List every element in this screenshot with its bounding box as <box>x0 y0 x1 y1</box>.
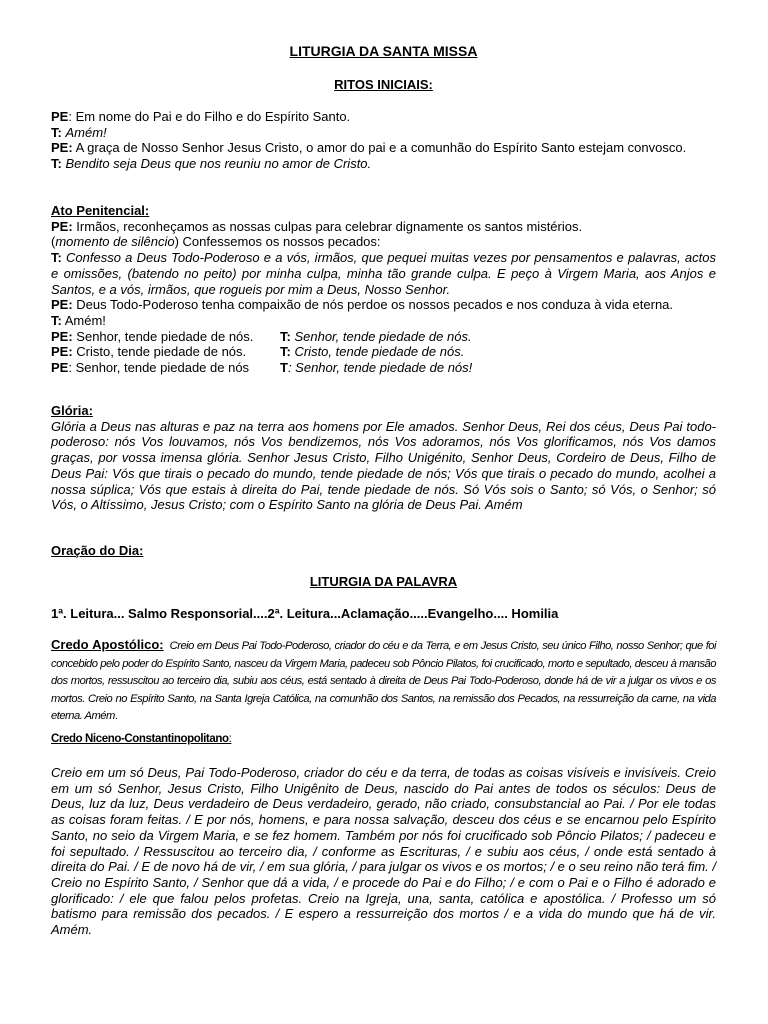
section-heading-ritos-iniciais: RITOS INICIAIS: <box>334 77 433 92</box>
speaker-label: T: <box>51 312 62 328</box>
dialogue-text: ) Confessemos os nossos pecados: <box>174 234 381 250</box>
readings-sequence: 1ª. Leitura... Salmo Responsorial....2ª. Leitura...Aclamação.....Evangelho.... Homilia <box>51 606 559 621</box>
response-text: Amém! <box>64 312 106 328</box>
section-heading-credo-niceno: Credo Niceno-Constantinopolitano <box>51 733 229 745</box>
speaker-label: PE: <box>51 218 73 234</box>
colon: : <box>228 733 232 745</box>
credo-niceno-heading-line <box>51 732 716 748</box>
kyrie-line <box>51 360 716 376</box>
ato-penitencial-section <box>51 203 716 376</box>
gloria-text: Glória a Deus nas alturas e paz na terra aos homens por Ele amados. Senhor Deus, Rei dos céus, Deus Pai todo-poderoso: nós Vos louvamos, nós Vos bendizemos, nós Vos adoramos, nós Vos glorificamos, nós Vos damos graças, por vossa imensa glória. Senhor Jesus Cristo, Filho Unigénito, Senhor Deus, Cordeiro de Deus, Filho de Deus Pai: Vós que tirais o pecado do mundo, tende piedade de nós; Vós que tirais o pecado do mundo, acolhei a nossa súplica; Vós que estais à direita do Pai, tende piedade de nós. Só Vós sois o Santo; só Vós, o Senhor; só Vós, o Altíssimo, Jesus Cristo; com o Espírito Santo na glória de Deus Pai. Amém <box>51 418 716 513</box>
oracao-section <box>51 543 716 559</box>
speaker-label: PE <box>51 109 69 124</box>
response-text: Senhor, tende piedade de nós. <box>294 328 472 344</box>
credo-niceno-text: Creio em um só Deus, Pai Todo-Poderoso, criador do céu e da terra, de todas as coisas visíveis e invisíveis. Creio em um só Senhor, Jesus Cristo, Filho Unigênito de Deus, nascido do Pai antes de todos os séculos: Deus de Deus, luz da luz, Deus verdadeiro de Deus verdadeiro, gerado, não criado, consubstancial ao Pai. / Por ele todas as coisas foram feitas. / E por nós, homens, e para nossa salvação, desceu dos céus e se encarnou pelo Espírito Santo, no seio da Virgem Maria, e se fez homem. Também por nós foi crucificado sob Pôncio Pilatos; / padeceu e foi sepultado. / Ressuscitou ao terceiro dia, / conforme as Escrituras, / e subiu aos céus, / onde está sentado à direita do Pai. / E de novo há de vir, / em sua glória, / para julgar os vivos e os mortos; / e o seu reino não terá fim. / Creio no Espírito Santo, / Senhor que dá a vida, / e procede do Pai e do Filho; / e com o Pai e o Filho é adorado e glorificado: / ele que falou pelos profetas. Creio na Igreja, una, santa, católica e apostólica. / Professo um só batismo para remissão dos pecados. / E espero a ressurreição dos mortos / e a vida do mundo que há de vir. Amém. <box>51 765 716 938</box>
rubric-text: momento de silêncio <box>55 234 175 250</box>
dialogue-text: Deus Todo-Poderoso tenha compaixão de nós perdoe os nossos pecados e nos conduza à vida eterna. <box>76 297 674 313</box>
period: . <box>114 710 118 723</box>
speaker-label: PE: <box>51 297 73 313</box>
kyrie-line <box>51 329 716 345</box>
credo-apostolico-section <box>51 637 716 725</box>
paren: ( <box>51 234 56 250</box>
response-text: : Senhor, tende piedade de nós! <box>287 360 473 376</box>
credo-niceno-section <box>51 765 716 938</box>
credo-apostolico-text: Creio em Deus Pai Todo-Poderoso, criador do céu e da Terra, e em Jesus Cristo, seu único Filho, nosso Senhor; que foi concebido pelo poder do Espírito Santo, nasceu da Virgem Maria, padeceu sob Pôncio Pilatos, foi crucificado, morto e sepultado, desceu à mansão dos mortos, ressuscitou ao terceiro dia, subiu aos céus, está sentado à direita de Deus Pai Todo-Poderoso, donde há de vir a julgar os vivos e os mortos. Creio no Espírito Santo, na Santa Igreja Católica, na comunhão dos Santos, na remissão dos Pecados, na ressurreição da carne, na vida eterna. Amém <box>51 640 717 723</box>
speaker-label: T: <box>51 250 62 266</box>
speaker-label: PE: <box>51 328 73 344</box>
gloria-section <box>51 403 716 513</box>
kyrie-line <box>51 344 716 360</box>
section-heading-credo-apostolico: Credo Apostólico: <box>51 637 164 652</box>
section-heading-liturgia-palavra: LITURGIA DA PALAVRA <box>309 574 458 589</box>
liturgia-palavra-section <box>51 574 716 590</box>
page-title: LITURGIA DA SANTA MISSA <box>289 43 478 59</box>
dialogue-text: A graça de Nosso Senhor Jesus Cristo, o amor do pai e a comunhão do Espírito Santo estejam convosco. <box>75 140 687 156</box>
confiteor-text: Confesso a Deus Todo-Poderoso e a vós, irmãos, que pequei muitas vezes por pensamentos e palavras, actos e omissões, (batendo no peito) por minha culpa, minha tão grande culpa. E peço à Virgem Maria, aos Anjos e Santos, e a vós, irmãos, que rogueis por mim a Deus, Nosso Senhor. <box>51 250 716 297</box>
section-heading-oracao: Oração do Dia: <box>51 543 144 558</box>
dialogue-text: Cristo, tende piedade de nós. <box>76 344 247 360</box>
dialogue-text: Irmãos, reconheçamos as nossas culpas para celebrar dignamente os santos mistérios. <box>76 218 583 234</box>
dialogue-text: : Senhor, tende piedade de nós <box>68 360 250 376</box>
response-text: Cristo, tende piedade de nós. <box>294 344 465 360</box>
speaker-label: T: <box>51 156 62 172</box>
response-text: Amém! <box>65 124 107 140</box>
dialogue-text: Senhor, tende piedade de nós. <box>76 328 254 344</box>
section-heading-ato-penitencial: Ato Penitencial: <box>51 203 150 218</box>
speaker-label: T: <box>51 124 62 140</box>
opening-dialogue <box>51 109 716 172</box>
readings-line <box>51 606 716 622</box>
dialogue-text: : Em nome do Pai e do Filho e do Espírito Santo. <box>68 109 351 124</box>
speaker-label: PE: <box>51 344 73 360</box>
speaker-label: T: <box>280 328 291 344</box>
speaker-label: T: <box>280 344 291 360</box>
speaker-label: T <box>280 360 288 376</box>
speaker-label: PE <box>51 360 69 376</box>
speaker-label: PE: <box>51 140 73 156</box>
response-text: Bendito seja Deus que nos reuniu no amor de Cristo. <box>65 156 372 172</box>
section-heading-gloria: Glória: <box>51 403 93 418</box>
